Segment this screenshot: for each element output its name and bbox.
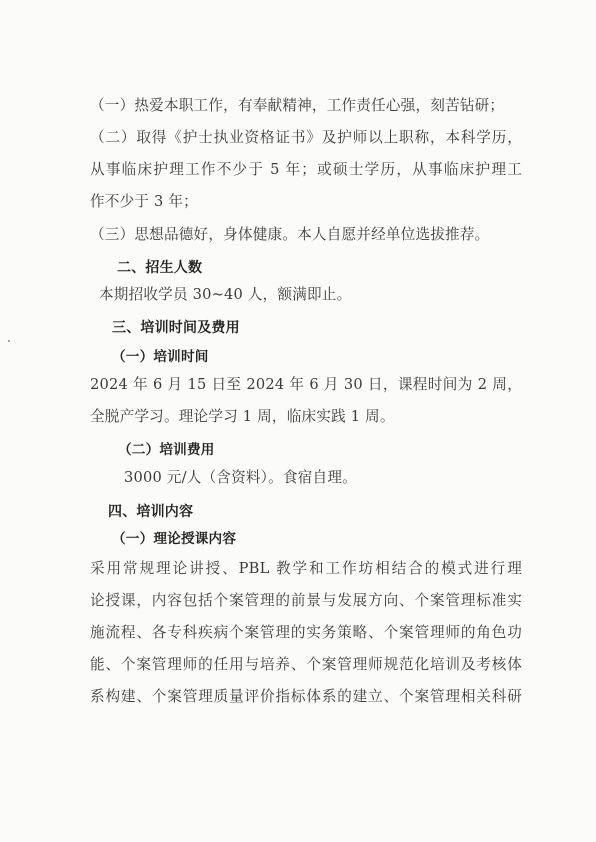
training-fee-heading: （二）培训费用 [118, 442, 215, 458]
qualification-item-1: （一）热爱本职工作，有奉献精神，工作责任心强，刻苦钻研； [90, 97, 505, 114]
qualification-item-2-line-2: 从事临床护理工作不少于 5 年；或硕士学历，从事临床护理工 [90, 161, 522, 178]
theory-paragraph-line-1: 采用常规理论讲授、PBL 教学和工作坊相结合的模式进行理 [90, 560, 522, 577]
qualification-item-2-line-1: （二）取得《护士执业资格证书》及护师以上职称，本科学历， [90, 129, 522, 146]
qualification-item-2-line-3: 作不少于 3 年； [90, 193, 198, 210]
time-cost-heading: 三、培训时间及费用 [112, 320, 240, 336]
enrollment-text: 本期招收学员 30~40 人，额满即止。 [99, 286, 352, 303]
training-time-line-1: 2024 年 6 月 15 日至 2024 年 6 月 30 日，课程时间为 2 周， [90, 376, 522, 393]
theory-paragraph-line-5: 系构建、个案管理质量评价指标体系的建立、个案管理相关科研 [90, 688, 522, 705]
content-heading: 四、培训内容 [108, 504, 194, 520]
training-time-heading: （一）培训时间 [112, 349, 209, 365]
qualification-item-3: （三）思想品德好，身体健康。本人自愿并经单位选拔推荐。 [90, 226, 490, 243]
theory-paragraph-line-4: 能、个案管理师的任用与培养、个案管理师规范化培训及考核体 [90, 656, 522, 673]
theory-paragraph-line-3: 施流程、各专科疾病个案管理的实务策略、个案管理师的角色功 [90, 624, 522, 641]
theory-heading: （一）理论授课内容 [112, 531, 237, 547]
training-time-line-2: 全脱产学习。理论学习 1 周，临床实践 1 周。 [90, 408, 395, 425]
training-fee-text: 3000 元/人（含资料）。食宿自理。 [124, 469, 357, 486]
scan-speck [8, 340, 10, 342]
theory-paragraph-line-2: 论授课，内容包括个案管理的前景与发展方向、个案管理标准实 [90, 592, 522, 609]
enrollment-heading: 二、招生人数 [117, 260, 203, 276]
